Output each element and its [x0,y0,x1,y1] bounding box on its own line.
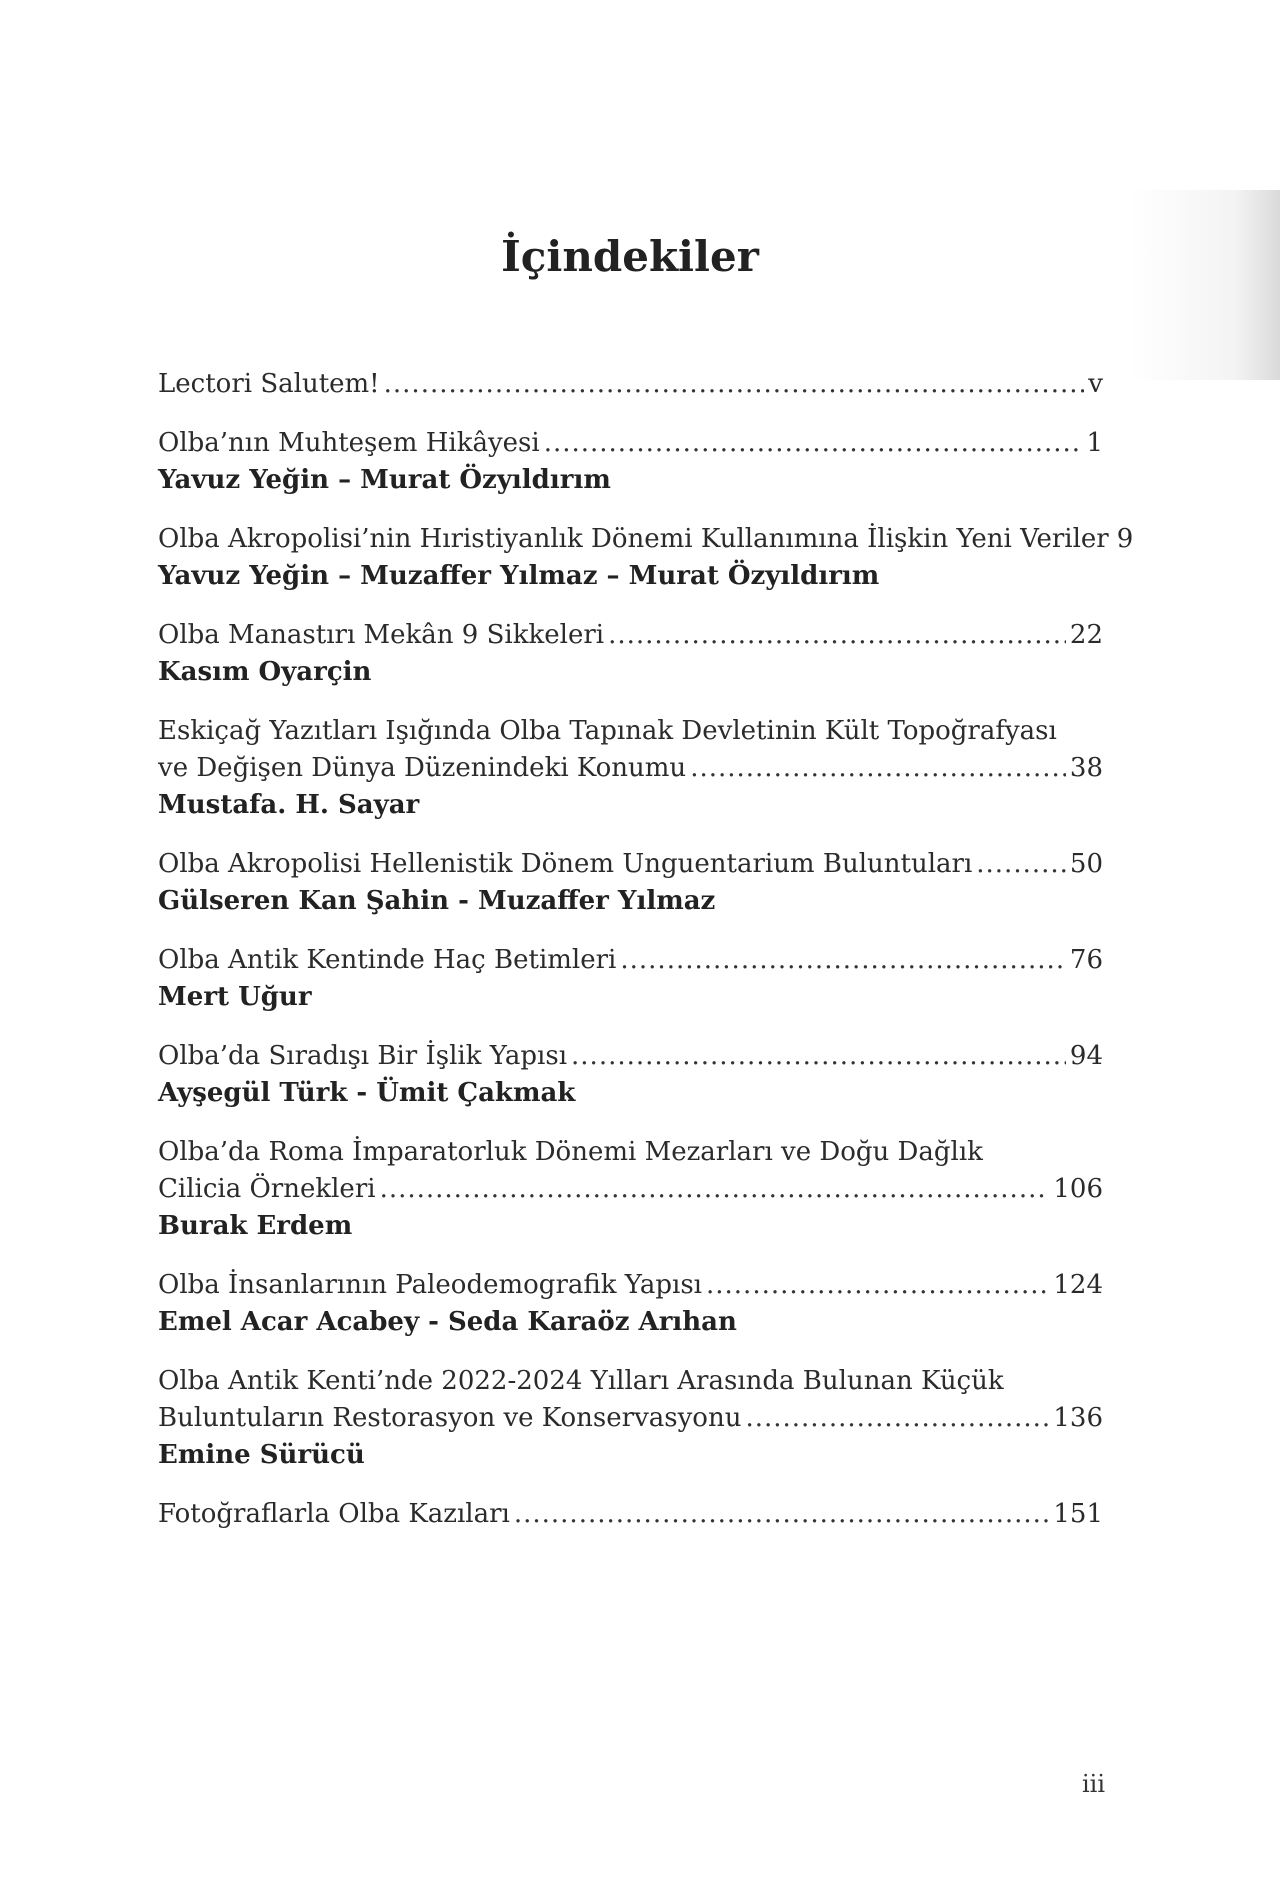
dot-leader [608,617,1066,654]
entry-title: Olba Akropolisi Hellenistik Dönem Unguentarium Buluntuları [158,849,973,879]
page-edge-shadow [1130,190,1280,380]
toc-entry [158,1363,1103,1474]
toc-line [158,1267,1103,1304]
toc-line [158,617,1103,654]
entry-title: Olba Manastırı Mekân 9 Sikkeleri [158,620,605,650]
toc-line [158,1400,1103,1437]
entry-title: Olba Antik Kentinde Haç Betimleri [158,945,617,975]
entry-title: Olba’da Sıradışı Bir İşlik Yapısı [158,1041,568,1071]
entry-title: Fotoğraflarla Olba Kazıları [158,1499,510,1529]
toc-line [158,750,1103,787]
toc-entry [158,617,1103,691]
entry-page-number: 94 [1069,1041,1103,1071]
dot-leader [571,1038,1066,1075]
entry-author: Ayşegül Türk - Ümit Çakmak [158,1078,576,1108]
entry-page-number: 124 [1053,1270,1103,1300]
dot-leader [384,366,1085,403]
entry-title-line: Olba Antik Kenti’nde 2022-2024 Yılları Arasında Bulunan Küçük [158,1366,1004,1396]
entry-author: Yavuz Yeğin – Muzaffer Yılmaz – Murat Özyıldırım [158,561,880,591]
entry-title: ve Değişen Dünya Düzenindeki Konumu [158,753,687,783]
entry-title: Olba İnsanlarının Paleodemografik Yapısı [158,1270,702,1300]
entry-page-number: 151 [1053,1499,1103,1529]
entry-author: Burak Erdem [158,1211,353,1241]
toc-entry [158,1267,1103,1341]
page-number: iii [1081,1770,1105,1798]
dot-leader [544,425,1083,462]
entry-page-number: 76 [1069,945,1103,975]
entry-title-line: Eskiçağ Yazıtları Işığında Olba Tapınak Devletinin Kült Topoğrafyası [158,716,1057,746]
entry-author: Mustafa. H. Sayar [158,790,420,820]
dot-leader [706,1267,1049,1304]
toc-entry [158,521,1134,595]
toc-entry [158,1134,1103,1245]
entry-page-number: 38 [1069,753,1103,783]
toc-line [158,425,1103,462]
dot-leader [745,1400,1049,1437]
dot-leader [514,1496,1050,1533]
entry-page-number: 9 [1116,524,1134,554]
toc-entry [158,713,1103,824]
entry-page-number: 136 [1053,1403,1103,1433]
dot-leader [690,750,1066,787]
toc-entry [158,1038,1103,1112]
toc-entry [158,425,1103,499]
toc-entry [158,942,1103,1016]
entry-title-line: Olba’da Roma İmparatorluk Dönemi Mezarları ve Doğu Dağlık [158,1137,983,1167]
toc-line [158,1171,1103,1208]
toc-line [158,521,1134,558]
entry-author: Yavuz Yeğin – Murat Özyıldırım [158,465,611,495]
entry-page-number: v [1088,369,1103,399]
toc-line [158,366,1103,403]
toc-line [158,1038,1103,1075]
entry-page-number: 1 [1086,428,1103,458]
entry-title: Buluntuların Restorasyon ve Konservasyonu [158,1403,742,1433]
dot-leader [620,942,1066,979]
entry-author: Kasım Oyarçin [158,657,372,687]
entry-title: Olba’nın Muhteşem Hikâyesi [158,428,540,458]
entry-author: Gülseren Kan Şahin - Muzaffer Yılmaz [158,886,716,916]
table-of-contents [158,366,1134,1555]
dot-leader [976,846,1066,883]
toc-line [158,942,1103,979]
dot-leader [380,1171,1050,1208]
entry-title: Olba Akropolisi’nin Hıristiyanlık Dönemi Kullanımına İlişkin Yeni Veriler [158,524,1109,554]
page-title: İçindekiler [501,232,759,281]
entry-author: Mert Uğur [158,982,312,1012]
entry-page-number: 50 [1069,849,1103,879]
entry-title: Lectori Salutem! [158,369,380,399]
entry-author: Emine Sürücü [158,1440,365,1470]
toc-entry [158,846,1103,920]
toc-entry [158,366,1103,403]
toc-line [158,846,1103,883]
toc-entry [158,1496,1103,1533]
entry-page-number: 22 [1069,620,1103,650]
entry-page-number: 106 [1053,1174,1103,1204]
entry-author: Emel Acar Acabey - Seda Karaöz Arıhan [158,1307,737,1337]
toc-line [158,1496,1103,1533]
entry-title: Cilicia Örnekleri [158,1174,376,1204]
